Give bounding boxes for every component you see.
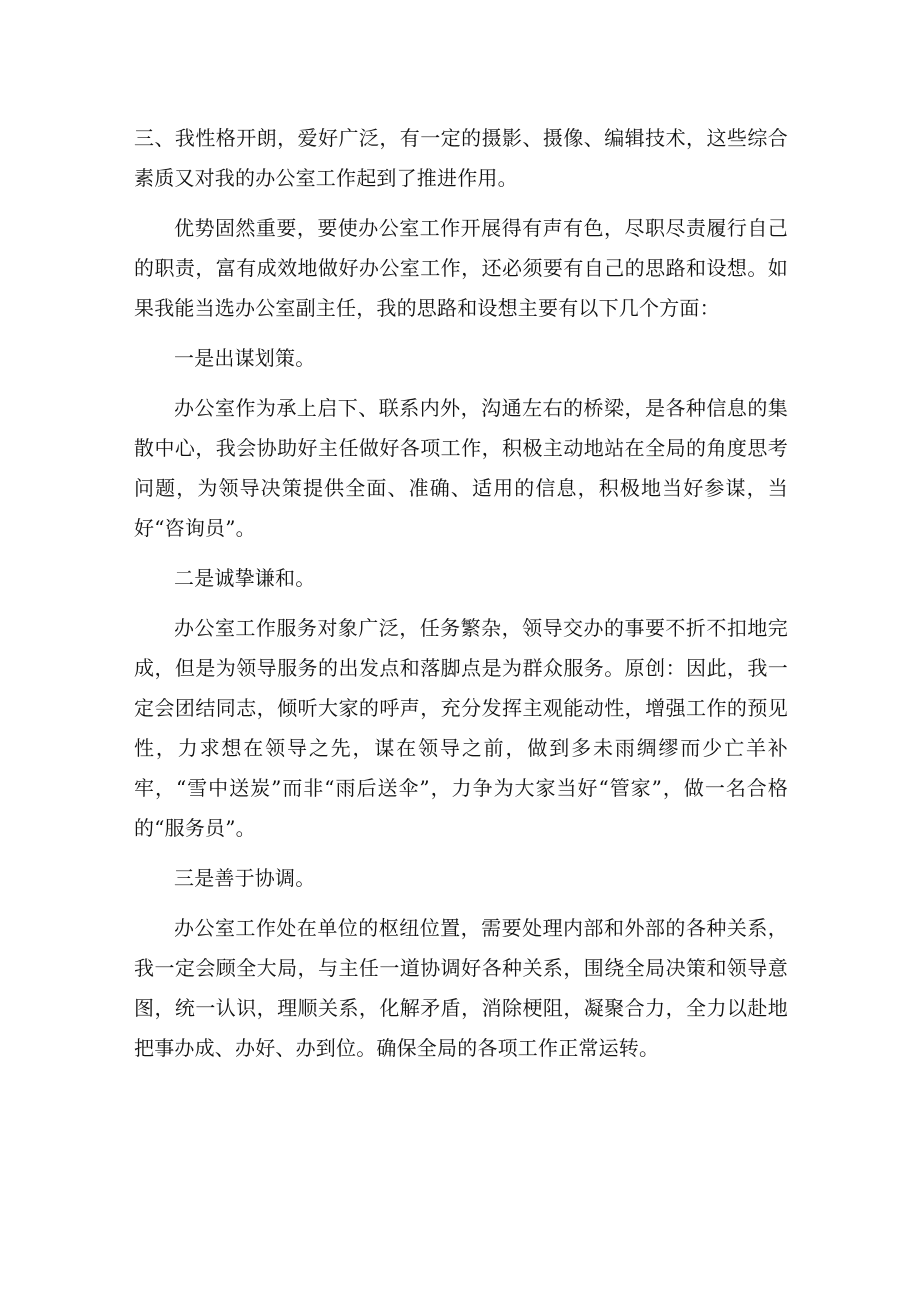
paragraph-point-two: 办公室工作服务对象广泛，任务繁杂，领导交办的事要不折不扣地完成，但是为领导服务的出发点和落脚点是为群众服务。原创：因此，我一定会团结同志，倾听大家的呼声，充分发挥主观能动性，增强工作的预见性，力求想在领导之先，谋在领导之前，做到多未雨绸缪而少亡羊补牢，“雪中送炭”而非“雨后送伞”，力争为大家当好“管家”，做一名合格的“服务员”。 xyxy=(134,616,788,840)
heading-point-two: 二是诚挚谦和。 xyxy=(174,566,316,590)
paragraph-point-three: 办公室工作处在单位的枢纽位置，需要处理内部和外部的各种关系，我一定会顾全大局，与主任一道协调好各种关系，围绕全局决策和领导意图，统一认识，理顺关系，化解矛盾，消除梗阻，凝聚合力，全力以赴地把事办成、办好、办到位。确保全局的各项工作正常运转。 xyxy=(134,916,788,1060)
paragraph-strength-three: 三、我性格开朗，爱好广泛，有一定的摄影、摄像、编辑技术，这些综合素质又对我的办公室工作起到了推进作用。 xyxy=(134,126,788,190)
paragraph-ideas-intro: 优势固然重要，要使办公室工作开展得有声有色，尽职尽责履行自己的职责，富有成效地做好办公室工作，还必须要有自己的思路和设想。如果我能当选办公室副主任，我的思路和设想主要有以下几个方面： xyxy=(134,216,788,320)
heading-point-three: 三是善于协调。 xyxy=(174,866,316,890)
document-body xyxy=(134,118,788,1078)
heading-point-one: 一是出谋划策。 xyxy=(174,346,316,370)
paragraph-point-one: 办公室作为承上启下、联系内外，沟通左右的桥梁，是各种信息的集散中心，我会协助好主任做好各项工作，积极主动地站在全局的角度思考问题，为领导决策提供全面、准确、适用的信息，积极地当好参谋，当好“咨询员”。 xyxy=(134,396,788,540)
